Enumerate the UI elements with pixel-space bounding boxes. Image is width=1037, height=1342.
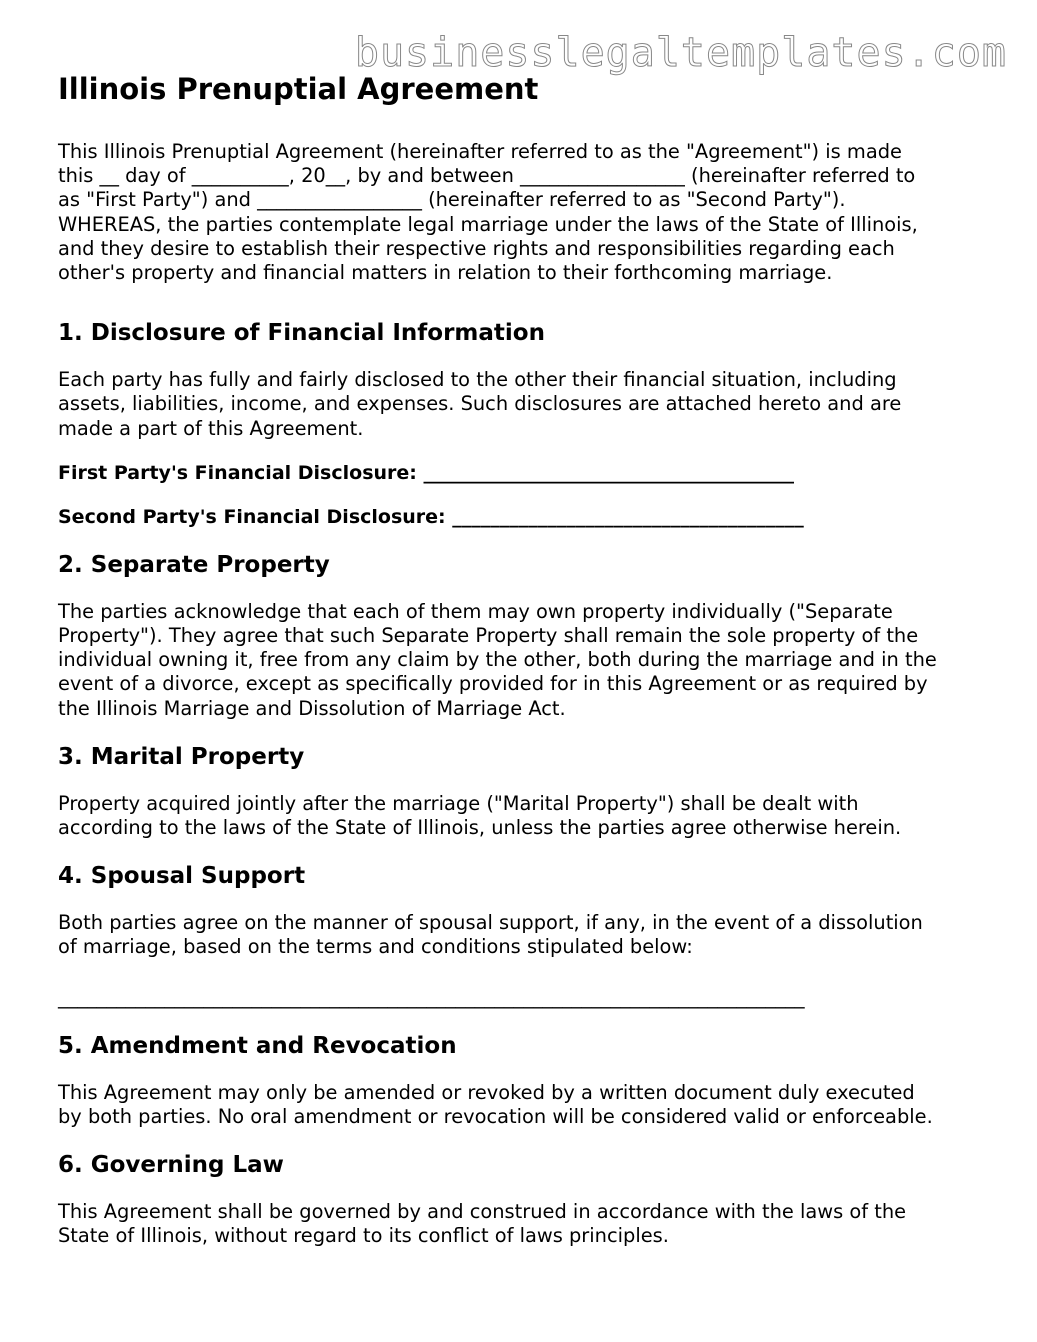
body-line: event of a divorce, except as specifically provided for in this Agreement or as required by	[58, 672, 928, 696]
intro-line: This Illinois Prenuptial Agreement (hereinafter referred to as the "Agreement") is made	[58, 140, 902, 163]
body-line: This Agreement may only be amended or revoked by a written document duly executed	[58, 1080, 915, 1104]
body-line: made a part of this Agreement.	[58, 416, 364, 440]
body-line: individual owning it, free from any claim by the other, both during the marriage and in the	[58, 648, 937, 672]
section-body-amendment	[58, 1081, 988, 1129]
body-line: the Illinois Marriage and Dissolution of Marriage Act.	[58, 696, 566, 720]
intro-line: WHEREAS, the parties contemplate legal marriage under the laws of the State of Illinois,	[58, 212, 918, 236]
body-line: by both parties. No oral amendment or revocation will be considered valid or enforceable.	[58, 1104, 933, 1128]
body-line: This Agreement shall be governed by and construed in accordance with the laws of the	[58, 1200, 907, 1224]
intro-line: this __ day of __________, 20__, by and between _________________ (hereinafter referred to	[58, 164, 916, 188]
first-party-disclosure-field: First Party's Financial Disclosure: _______________________________________	[58, 461, 794, 484]
body-line: Property"). They agree that such Separate Property shall remain the sole property of the	[58, 624, 919, 648]
section-body-marital-property	[58, 792, 988, 840]
body-line: assets, liabilities, income, and expenses. Such disclosures are attached hereto and are	[58, 392, 902, 416]
body-line: Property acquired jointly after the marriage ("Marital Property") shall be dealt with	[58, 791, 859, 815]
section-body-separate-property	[58, 600, 988, 721]
section-body-spousal-support	[58, 911, 988, 959]
section-body-disclosure	[58, 368, 988, 441]
body-line: Both parties agree on the manner of spousal support, if any, in the event of a dissolution	[58, 911, 923, 935]
body-line: State of Illinois, without regard to its conflict of laws principles.	[58, 1224, 669, 1248]
intro-line: other's property and financial matters in relation to their forthcoming marriage.	[58, 261, 833, 285]
section-heading-spousal-support: 4. Spousal Support	[58, 863, 306, 890]
section-heading-disclosure: 1. Disclosure of Financial Information	[58, 320, 545, 347]
document-page	[58, 68, 988, 1248]
second-party-disclosure-field: Second Party's Financial Disclosure: _____________________________________	[58, 505, 804, 528]
section-heading-governing-law: 6. Governing Law	[58, 1152, 284, 1179]
section-body-governing-law	[58, 1200, 988, 1248]
section-heading-marital-property: 3. Marital Property	[58, 743, 305, 770]
body-line: Each party has fully and fairly disclosed to the other their financial situation, including	[58, 368, 897, 392]
intro-paragraph	[58, 140, 988, 285]
body-line: according to the laws of the State of Illinois, unless the parties agree otherwise herein.	[58, 816, 902, 840]
body-line: The parties acknowledge that each of them may own property individually ("Separate	[58, 599, 893, 623]
section-heading-amendment: 5. Amendment and Revocation	[58, 1032, 457, 1059]
intro-line: as "First Party") and _________________ (hereinafter referred to as "Second Party").	[58, 188, 846, 212]
spousal-support-blank-line: _____________________________________________________________________________	[58, 985, 805, 1009]
document-title: Illinois Prenuptial Agreement	[58, 72, 539, 106]
watermark: businesslegaltemplates.com	[354, 30, 1007, 76]
section-heading-separate-property: 2. Separate Property	[58, 551, 330, 578]
intro-line: and they desire to establish their respective rights and responsibilities regarding each	[58, 236, 895, 260]
body-line: of marriage, based on the terms and conditions stipulated below:	[58, 935, 693, 959]
